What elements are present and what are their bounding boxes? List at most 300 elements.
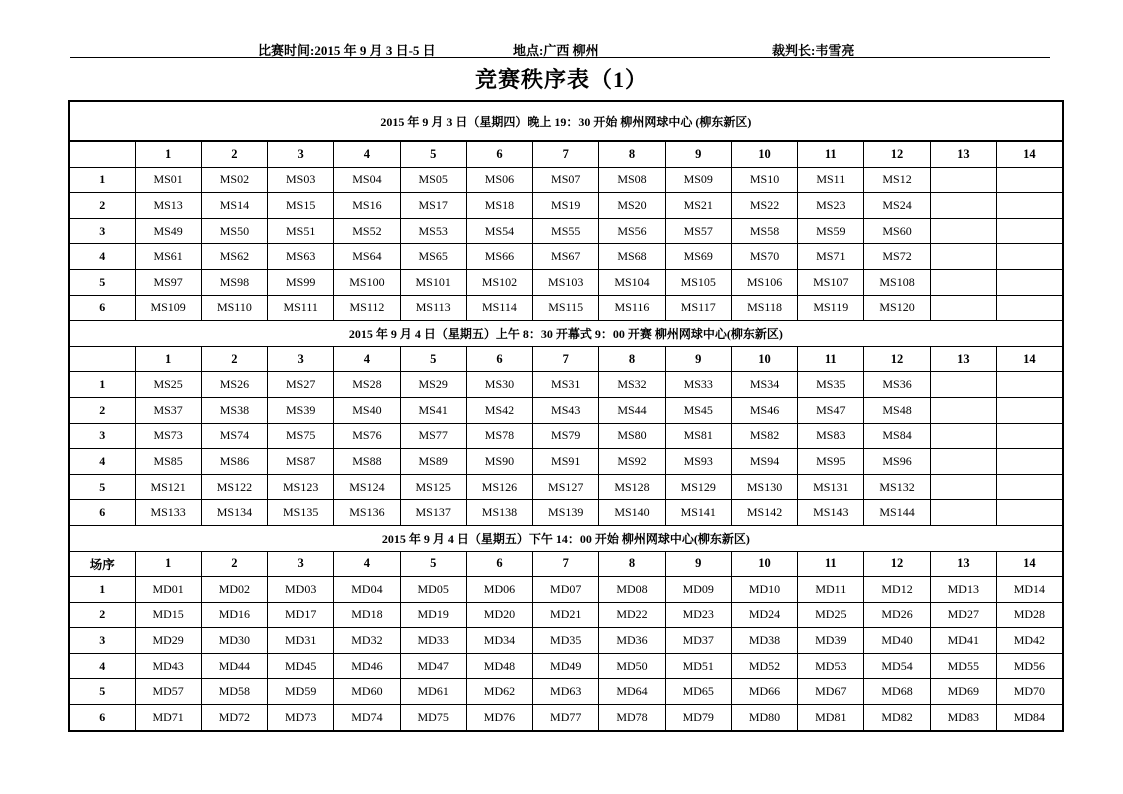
match-cell: MD07 <box>533 577 599 603</box>
court-number: 4 <box>334 141 400 167</box>
match-cell: MS115 <box>533 295 599 321</box>
match-cell: MS45 <box>665 397 731 423</box>
match-cell: MD40 <box>864 628 930 654</box>
court-number: 13 <box>930 346 996 372</box>
match-cell: MS25 <box>135 372 201 398</box>
match-cell: MD64 <box>599 679 665 705</box>
empty-cell <box>996 269 1062 295</box>
court-number: 12 <box>864 551 930 577</box>
match-cell: MS106 <box>731 269 797 295</box>
match-cell: MS116 <box>599 295 665 321</box>
match-cell: MS112 <box>334 295 400 321</box>
match-cell: MD14 <box>996 577 1062 603</box>
match-cell: MS109 <box>135 295 201 321</box>
section-heading-row <box>69 525 1063 551</box>
empty-cell <box>930 449 996 475</box>
match-cell: MS53 <box>400 218 466 244</box>
match-cell: MD28 <box>996 602 1062 628</box>
match-cell: MS120 <box>864 295 930 321</box>
match-cell: MD34 <box>466 628 532 654</box>
match-cell: MS143 <box>798 500 864 526</box>
match-cell: MS69 <box>665 244 731 270</box>
match-cell: MS140 <box>599 500 665 526</box>
match-cell: MS01 <box>135 167 201 193</box>
section-heading: 2015 年 9 月 3 日（星期四）晚上 19：30 开始 柳州网球中心 (柳东新区) <box>69 101 1063 141</box>
section-heading: 2015 年 9 月 4 日（星期五）下午 14：00 开始 柳州网球中心(柳东新区) <box>69 525 1063 551</box>
empty-cell <box>930 295 996 321</box>
match-cell: MD21 <box>533 602 599 628</box>
round-number: 5 <box>69 474 135 500</box>
match-cell: MS103 <box>533 269 599 295</box>
match-cell: MS105 <box>665 269 731 295</box>
table-row <box>69 244 1063 270</box>
match-cell: MS89 <box>400 449 466 475</box>
round-number: 2 <box>69 193 135 219</box>
court-number: 5 <box>400 551 466 577</box>
match-cell: MS78 <box>466 423 532 449</box>
round-number: 1 <box>69 372 135 398</box>
match-cell: MS06 <box>466 167 532 193</box>
match-cell: MD82 <box>864 705 930 731</box>
match-cell: MD71 <box>135 705 201 731</box>
match-cell: MS33 <box>665 372 731 398</box>
match-cell: MD74 <box>334 705 400 731</box>
court-header-row <box>69 346 1063 372</box>
match-cell: MD48 <box>466 653 532 679</box>
match-cell: MD84 <box>996 705 1062 731</box>
match-cell: MS12 <box>864 167 930 193</box>
match-cell: MD60 <box>334 679 400 705</box>
court-header-row <box>69 141 1063 167</box>
empty-cell <box>996 500 1062 526</box>
match-cell: MD67 <box>798 679 864 705</box>
match-cell: MS95 <box>798 449 864 475</box>
round-number: 5 <box>69 269 135 295</box>
court-number: 10 <box>731 346 797 372</box>
court-number: 7 <box>533 141 599 167</box>
match-cell: MS65 <box>400 244 466 270</box>
court-number: 5 <box>400 346 466 372</box>
match-cell: MS135 <box>268 500 334 526</box>
match-cell: MS83 <box>798 423 864 449</box>
match-cell: MS04 <box>334 167 400 193</box>
match-cell: MD12 <box>864 577 930 603</box>
match-cell: MS63 <box>268 244 334 270</box>
match-cell: MS100 <box>334 269 400 295</box>
match-cell: MS66 <box>466 244 532 270</box>
court-number: 9 <box>665 141 731 167</box>
court-number: 11 <box>798 141 864 167</box>
match-cell: MD17 <box>268 602 334 628</box>
match-cell: MD81 <box>798 705 864 731</box>
table-row <box>69 218 1063 244</box>
match-cell: MD78 <box>599 705 665 731</box>
empty-cell <box>996 423 1062 449</box>
empty-cell <box>930 244 996 270</box>
empty-cell <box>930 269 996 295</box>
match-cell: MD62 <box>466 679 532 705</box>
table-row <box>69 295 1063 321</box>
court-number: 8 <box>599 141 665 167</box>
match-cell: MD70 <box>996 679 1062 705</box>
match-cell: MS97 <box>135 269 201 295</box>
court-number: 14 <box>996 141 1062 167</box>
match-cell: MS82 <box>731 423 797 449</box>
court-header-row <box>69 551 1063 577</box>
match-cell: MD32 <box>334 628 400 654</box>
match-cell: MS70 <box>731 244 797 270</box>
court-number: 4 <box>334 551 400 577</box>
match-cell: MS27 <box>268 372 334 398</box>
match-cell: MD18 <box>334 602 400 628</box>
match-cell: MS52 <box>334 218 400 244</box>
match-cell: MS90 <box>466 449 532 475</box>
table-row <box>69 423 1063 449</box>
match-cell: MS42 <box>466 397 532 423</box>
round-number: 6 <box>69 705 135 731</box>
court-number: 9 <box>665 346 731 372</box>
match-cell: MS14 <box>201 193 267 219</box>
match-cell: MD39 <box>798 628 864 654</box>
match-cell: MS57 <box>665 218 731 244</box>
round-number: 5 <box>69 679 135 705</box>
match-cell: MS38 <box>201 397 267 423</box>
court-number: 1 <box>135 551 201 577</box>
match-cell: MS93 <box>665 449 731 475</box>
match-cell: MD38 <box>731 628 797 654</box>
court-number: 2 <box>201 141 267 167</box>
match-cell: MS79 <box>533 423 599 449</box>
row-order-header <box>69 141 135 167</box>
table-row <box>69 628 1063 654</box>
row-order-header: 场序 <box>69 551 135 577</box>
match-cell: MS127 <box>533 474 599 500</box>
row-order-header <box>69 346 135 372</box>
match-cell: MS43 <box>533 397 599 423</box>
match-cell: MS122 <box>201 474 267 500</box>
empty-cell <box>996 244 1062 270</box>
court-number: 13 <box>930 141 996 167</box>
match-cell: MD76 <box>466 705 532 731</box>
table-row <box>69 193 1063 219</box>
match-cell: MS92 <box>599 449 665 475</box>
round-number: 3 <box>69 628 135 654</box>
empty-cell <box>996 474 1062 500</box>
table-row <box>69 372 1063 398</box>
match-cell: MS10 <box>731 167 797 193</box>
round-number: 2 <box>69 397 135 423</box>
match-cell: MS144 <box>864 500 930 526</box>
round-number: 4 <box>69 244 135 270</box>
match-cell: MD05 <box>400 577 466 603</box>
match-cell: MS18 <box>466 193 532 219</box>
match-cell: MD33 <box>400 628 466 654</box>
match-cell: MS13 <box>135 193 201 219</box>
match-cell: MD66 <box>731 679 797 705</box>
match-cell: MS51 <box>268 218 334 244</box>
match-cell: MS19 <box>533 193 599 219</box>
match-cell: MS28 <box>334 372 400 398</box>
match-cell: MD23 <box>665 602 731 628</box>
match-cell: MS60 <box>864 218 930 244</box>
match-cell: MD41 <box>930 628 996 654</box>
court-number: 14 <box>996 346 1062 372</box>
match-cell: MD30 <box>201 628 267 654</box>
match-cell: MS71 <box>798 244 864 270</box>
match-cell: MS58 <box>731 218 797 244</box>
match-cell: MD01 <box>135 577 201 603</box>
match-cell: MD44 <box>201 653 267 679</box>
match-cell: MS91 <box>533 449 599 475</box>
match-cell: MS99 <box>268 269 334 295</box>
match-cell: MS40 <box>334 397 400 423</box>
match-cell: MD51 <box>665 653 731 679</box>
empty-cell <box>930 423 996 449</box>
match-cell: MS02 <box>201 167 267 193</box>
match-cell: MS136 <box>334 500 400 526</box>
court-number: 12 <box>864 346 930 372</box>
match-cell: MS101 <box>400 269 466 295</box>
match-cell: MD50 <box>599 653 665 679</box>
empty-cell <box>930 218 996 244</box>
match-cell: MD73 <box>268 705 334 731</box>
match-cell: MS16 <box>334 193 400 219</box>
match-cell: MS24 <box>864 193 930 219</box>
match-cell: MS124 <box>334 474 400 500</box>
table-row <box>69 167 1063 193</box>
table-row <box>69 269 1063 295</box>
match-cell: MS81 <box>665 423 731 449</box>
match-cell: MD45 <box>268 653 334 679</box>
match-cell: MS74 <box>201 423 267 449</box>
match-cell: MD69 <box>930 679 996 705</box>
match-cell: MD26 <box>864 602 930 628</box>
match-cell: MS114 <box>466 295 532 321</box>
match-cell: MD72 <box>201 705 267 731</box>
section-heading-row <box>69 101 1063 141</box>
match-cell: MS37 <box>135 397 201 423</box>
court-number: 11 <box>798 346 864 372</box>
court-number: 2 <box>201 551 267 577</box>
match-cell: MD65 <box>665 679 731 705</box>
match-cell: MD16 <box>201 602 267 628</box>
match-cell: MD06 <box>466 577 532 603</box>
court-number: 13 <box>930 551 996 577</box>
table-row <box>69 397 1063 423</box>
match-cell: MD03 <box>268 577 334 603</box>
match-cell: MS119 <box>798 295 864 321</box>
match-cell: MS56 <box>599 218 665 244</box>
court-number: 1 <box>135 346 201 372</box>
round-number: 1 <box>69 167 135 193</box>
court-number: 14 <box>996 551 1062 577</box>
round-number: 6 <box>69 500 135 526</box>
match-cell: MS26 <box>201 372 267 398</box>
match-cell: MD19 <box>400 602 466 628</box>
empty-cell <box>930 500 996 526</box>
match-cell: MD80 <box>731 705 797 731</box>
table-row <box>69 602 1063 628</box>
page-title: 竞赛秩序表（1） <box>474 67 648 92</box>
table-row <box>69 500 1063 526</box>
match-cell: MS62 <box>201 244 267 270</box>
match-cell: MS131 <box>798 474 864 500</box>
match-cell: MS29 <box>400 372 466 398</box>
match-cell: MS11 <box>798 167 864 193</box>
match-cell: MS75 <box>268 423 334 449</box>
match-cell: MS30 <box>466 372 532 398</box>
match-cell: MS23 <box>798 193 864 219</box>
match-cell: MS130 <box>731 474 797 500</box>
match-cell: MS34 <box>731 372 797 398</box>
match-cell: MS137 <box>400 500 466 526</box>
match-cell: MS31 <box>533 372 599 398</box>
match-cell: MS59 <box>798 218 864 244</box>
match-cell: MS47 <box>798 397 864 423</box>
table-row <box>69 679 1063 705</box>
match-cell: MS46 <box>731 397 797 423</box>
match-cell: MS104 <box>599 269 665 295</box>
match-cell: MS94 <box>731 449 797 475</box>
court-number: 6 <box>466 141 532 167</box>
match-cell: MS49 <box>135 218 201 244</box>
empty-cell <box>996 193 1062 219</box>
match-cell: MD24 <box>731 602 797 628</box>
match-cell: MD10 <box>731 577 797 603</box>
section-heading-row <box>69 321 1063 347</box>
match-cell: MD59 <box>268 679 334 705</box>
match-cell: MS09 <box>665 167 731 193</box>
empty-cell <box>996 449 1062 475</box>
match-cell: MS123 <box>268 474 334 500</box>
match-cell: MD11 <box>798 577 864 603</box>
empty-cell <box>930 474 996 500</box>
court-number: 8 <box>599 551 665 577</box>
match-cell: MS132 <box>864 474 930 500</box>
match-cell: MD43 <box>135 653 201 679</box>
match-cell: MS03 <box>268 167 334 193</box>
court-number: 5 <box>400 141 466 167</box>
venue-location: 地点:广西 柳州 <box>513 43 599 58</box>
match-cell: MS61 <box>135 244 201 270</box>
match-cell: MS138 <box>466 500 532 526</box>
round-number: 4 <box>69 449 135 475</box>
round-number: 4 <box>69 653 135 679</box>
match-cell: MD27 <box>930 602 996 628</box>
match-cell: MS108 <box>864 269 930 295</box>
match-cell: MD83 <box>930 705 996 731</box>
table-row <box>69 705 1063 731</box>
court-number: 2 <box>201 346 267 372</box>
match-cell: MD35 <box>533 628 599 654</box>
match-cell: MS15 <box>268 193 334 219</box>
match-cell: MD77 <box>533 705 599 731</box>
round-number: 1 <box>69 577 135 603</box>
match-cell: MS141 <box>665 500 731 526</box>
match-cell: MD54 <box>864 653 930 679</box>
match-cell: MS67 <box>533 244 599 270</box>
match-cell: MS76 <box>334 423 400 449</box>
empty-cell <box>930 167 996 193</box>
match-cell: MS21 <box>665 193 731 219</box>
match-cell: MS22 <box>731 193 797 219</box>
match-cell: MD31 <box>268 628 334 654</box>
match-cell: MS96 <box>864 449 930 475</box>
match-cell: MS35 <box>798 372 864 398</box>
match-cell: MS50 <box>201 218 267 244</box>
match-cell: MS117 <box>665 295 731 321</box>
match-cell: MS88 <box>334 449 400 475</box>
empty-cell <box>930 372 996 398</box>
match-cell: MD37 <box>665 628 731 654</box>
round-number: 3 <box>69 423 135 449</box>
match-cell: MD36 <box>599 628 665 654</box>
section-heading: 2015 年 9 月 4 日（星期五）上午 8：30 开幕式 9：00 开赛 柳州网球中心(柳东新区) <box>69 321 1063 347</box>
court-number: 3 <box>268 551 334 577</box>
match-cell: MS54 <box>466 218 532 244</box>
round-number: 6 <box>69 295 135 321</box>
match-cell: MS113 <box>400 295 466 321</box>
empty-cell <box>996 167 1062 193</box>
table-row <box>69 653 1063 679</box>
match-cell: MS110 <box>201 295 267 321</box>
match-cell: MS139 <box>533 500 599 526</box>
court-number: 7 <box>533 346 599 372</box>
match-cell: MD20 <box>466 602 532 628</box>
round-number: 2 <box>69 602 135 628</box>
match-cell: MS73 <box>135 423 201 449</box>
match-cell: MD09 <box>665 577 731 603</box>
empty-cell <box>996 218 1062 244</box>
match-cell: MS05 <box>400 167 466 193</box>
court-number: 12 <box>864 141 930 167</box>
court-number: 8 <box>599 346 665 372</box>
court-number: 4 <box>334 346 400 372</box>
table-row <box>69 474 1063 500</box>
document-meta <box>0 40 1123 56</box>
match-cell: MS126 <box>466 474 532 500</box>
match-cell: MS86 <box>201 449 267 475</box>
match-cell: MS64 <box>334 244 400 270</box>
match-cell: MS134 <box>201 500 267 526</box>
match-cell: MS39 <box>268 397 334 423</box>
match-cell: MD61 <box>400 679 466 705</box>
match-cell: MD58 <box>201 679 267 705</box>
match-cell: MD55 <box>930 653 996 679</box>
court-number: 7 <box>533 551 599 577</box>
match-cell: MS20 <box>599 193 665 219</box>
match-cell: MS102 <box>466 269 532 295</box>
match-cell: MS111 <box>268 295 334 321</box>
header-rule <box>70 57 1050 58</box>
match-cell: MD22 <box>599 602 665 628</box>
court-number: 11 <box>798 551 864 577</box>
match-cell: MS125 <box>400 474 466 500</box>
match-cell: MD42 <box>996 628 1062 654</box>
match-cell: MD13 <box>930 577 996 603</box>
schedule-table <box>68 100 1064 732</box>
match-cell: MS48 <box>864 397 930 423</box>
match-cell: MS08 <box>599 167 665 193</box>
match-cell: MS128 <box>599 474 665 500</box>
match-cell: MD56 <box>996 653 1062 679</box>
match-cell: MD47 <box>400 653 466 679</box>
match-cell: MS133 <box>135 500 201 526</box>
match-cell: MD04 <box>334 577 400 603</box>
match-cell: MD57 <box>135 679 201 705</box>
match-cell: MS44 <box>599 397 665 423</box>
match-cell: MS68 <box>599 244 665 270</box>
